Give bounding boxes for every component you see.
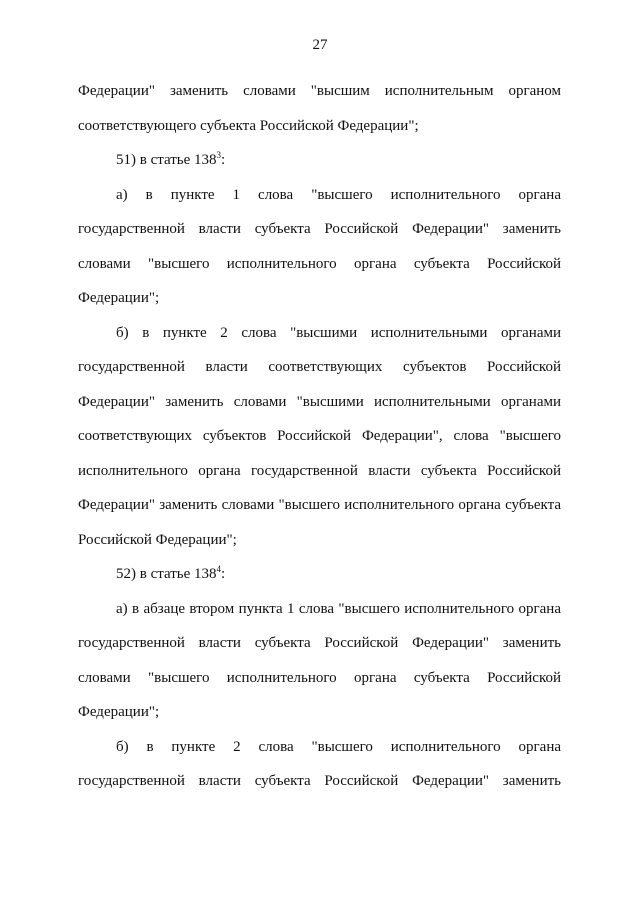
page-number: 27	[312, 37, 328, 53]
heading-suffix: :	[221, 152, 226, 168]
text-line: а) в пункте 1 слова "высшего исполнительного органа	[116, 186, 561, 203]
paragraph	[78, 730, 561, 799]
text-line: словами "высшего исполнительного органа субъекта Российской	[78, 669, 561, 686]
text-line: а) в абзаце втором пункта 1 слова "высшего исполнительного органа	[116, 600, 561, 617]
text-line: Федерации" заменить словами "высшим исполнительным органом	[78, 83, 561, 99]
text-line: словами "высшего исполнительного органа субъекта Российской	[78, 255, 561, 272]
paragraph	[78, 592, 561, 730]
heading-text: 51) в статье 138	[116, 152, 217, 168]
text-line: Федерации";	[78, 290, 160, 306]
article-heading	[78, 557, 561, 592]
text-line: Федерации" заменить словами "высшего исполнительного органа субъекта	[78, 497, 561, 513]
text-line: государственной власти субъекта Российской Федерации" заменить	[78, 635, 561, 651]
heading-text: 52) в статье 138	[116, 566, 217, 582]
text-line: соответствующих субъектов Российской Федерации", слова "высшего	[78, 428, 561, 444]
text-line: б) в пункте 2 слова "высшими исполнительными органами	[116, 324, 561, 341]
text-line: Федерации";	[78, 704, 160, 720]
text-line: государственной власти субъекта Российской Федерации" заменить	[78, 221, 561, 237]
text-line: исполнительного органа государственной власти субъекта Российской	[78, 462, 561, 479]
text-line: б) в пункте 2 слова "высшего исполнительного органа	[116, 738, 561, 755]
text-line: государственной власти соответствующих субъектов Российской	[78, 359, 561, 375]
article-heading	[78, 143, 561, 178]
text-line: Российской Федерации";	[78, 531, 237, 548]
superscript: 3	[216, 150, 222, 160]
paragraph	[78, 178, 561, 316]
paragraph	[78, 316, 561, 558]
text-line	[78, 557, 561, 592]
superscript: 4	[216, 564, 222, 574]
paragraph	[78, 74, 561, 143]
heading-suffix: :	[221, 566, 226, 582]
text-line	[78, 143, 561, 178]
document-body	[78, 74, 561, 799]
text-line: Федерации" заменить словами "высшими исполнительными органами	[78, 393, 561, 410]
text-line: государственной власти субъекта Российской Федерации" заменить	[78, 773, 561, 789]
text-line: соответствующего субъекта Российской Федерации";	[78, 117, 419, 134]
